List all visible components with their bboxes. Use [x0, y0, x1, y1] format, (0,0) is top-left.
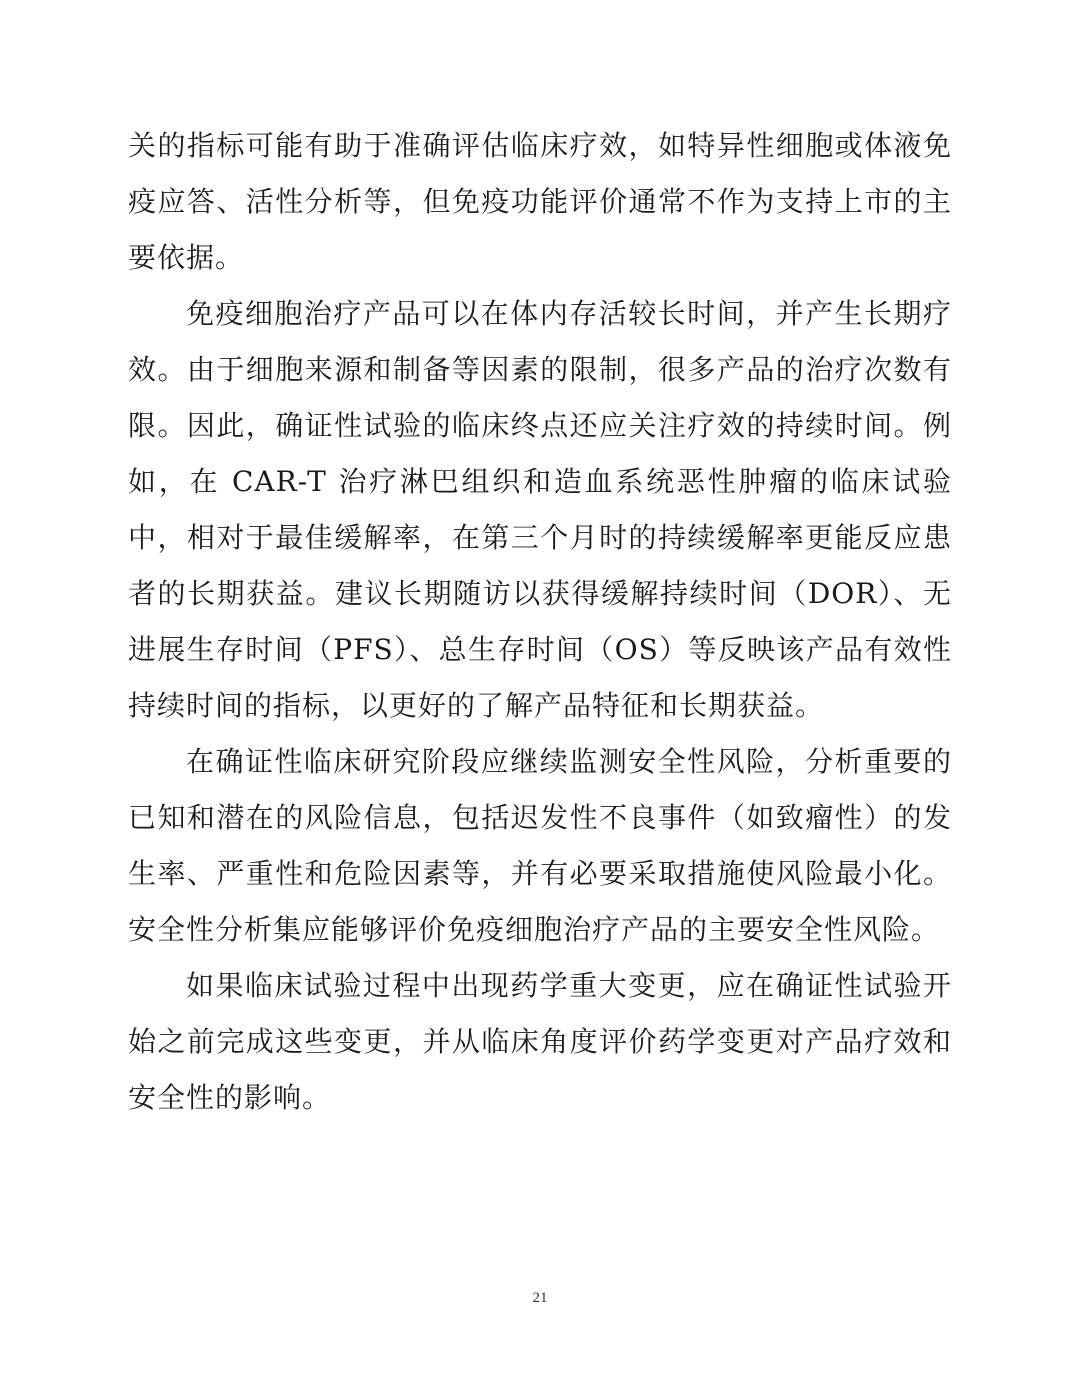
page-number: 21	[532, 1290, 548, 1306]
paragraph-continued: 关的指标可能有助于准确评估临床疗效，如特异性细胞或体液免疫应答、活性分析等，但免疫功能评价通常不作为支持上市的主要依据。	[128, 129, 952, 274]
paragraph-safety-risk: 在确证性临床研究阶段应继续监测安全性风险，分析重要的已知和潜在的风险信息，包括迟发性不良事件（如致瘤性）的发生率、严重性和危险因素等，并有必要采取措施使风险最小化。安全性分析集应能够评价免疫细胞治疗产品的主要安全性风险。	[128, 745, 952, 946]
paragraph-long-term-efficacy: 免疫细胞治疗产品可以在体内存活较长时间，并产生长期疗效。由于细胞来源和制备等因素的限制，很多产品的治疗次数有限。因此，确证性试验的临床终点还应关注疗效的持续时间。例如，在 CAR-T 治疗淋巴组织和造血系统恶性肿瘤的临床试验中，相对于最佳缓解率，在第三个月时的持续缓解率更能反应患者的长期获益。建议长期随访以获得缓解持续时间（DOR）、无进展生存时间（PFS）、总生存时间（OS）等反映该产品有效性持续时间的指标，以更好的了解产品特征和长期获益。	[128, 297, 952, 722]
document-body	[128, 118, 952, 1126]
paragraph-pharmaceutical-changes: 如果临床试验过程中出现药学重大变更，应在确证性试验开始之前完成这些变更，并从临床角度评价药学变更对产品疗效和安全性的影响。	[128, 969, 952, 1114]
